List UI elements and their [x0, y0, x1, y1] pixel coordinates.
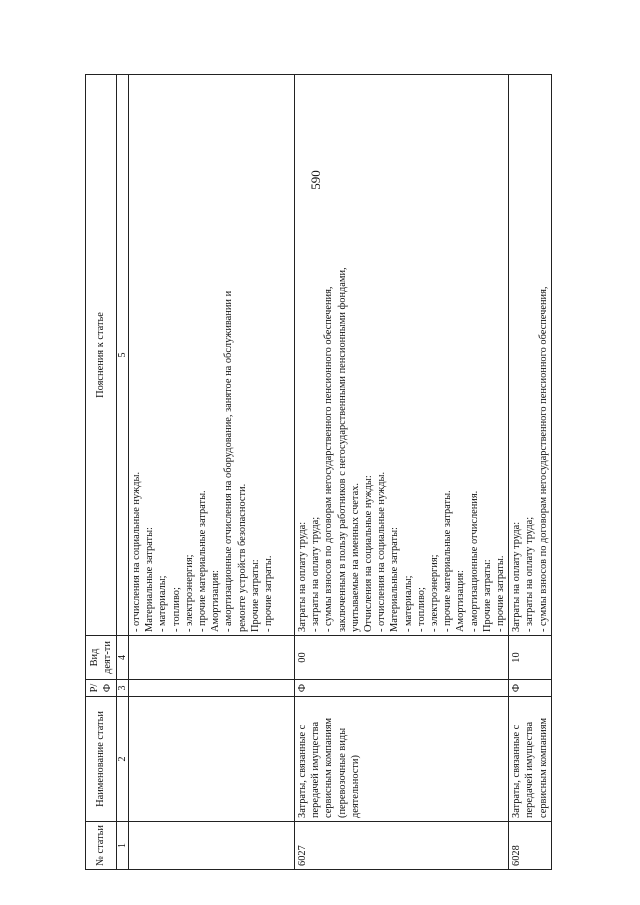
explanation-line: - затраты на оплату труда; — [310, 516, 322, 632]
article-name-cell: Затраты, связанные с передачей имущества сервисным компаниям — [509, 697, 552, 822]
explanation-line: ремонте устройств безопасности. — [236, 483, 248, 632]
table-row — [509, 75, 552, 870]
rf-cell: Ф — [295, 680, 509, 697]
explanation-line: Материальные затраты: — [389, 527, 401, 632]
article-number-cell: 6027 — [295, 822, 509, 870]
explanation-line: - топливо; — [170, 587, 182, 632]
article-number-cell: 6028 — [509, 822, 552, 870]
column-number: 3 — [117, 680, 129, 697]
article-name-cell: Затраты, связанные с передачей имущества сервисным компаниям (перевозочные виды деятельности) — [295, 697, 509, 822]
explanation-line: - отчисления на социальные нужды. — [376, 471, 388, 632]
explanation-line: Прочие затраты: — [249, 559, 261, 632]
explanation-cell — [129, 75, 295, 636]
header-article-name: Наименование статьи — [86, 697, 117, 822]
header-activity-type: Вид деят-ти — [86, 636, 117, 680]
explanation-line: - электроэнергия; — [183, 554, 195, 632]
explanation-cell — [509, 75, 552, 636]
explanation-cell — [295, 75, 509, 636]
activity-cell: 00 — [295, 636, 509, 680]
article-name-cell — [129, 697, 295, 822]
explanation-line: - прочие материальные затраты. — [442, 490, 454, 632]
rf-cell: Ф — [509, 680, 552, 697]
rf-cell — [129, 680, 295, 697]
articles-table — [85, 74, 552, 870]
explanation-line: - прочие материальные затраты. — [197, 490, 209, 632]
explanation-line: заключенным в пользу работников с негосударственными пенсионными фондами, — [336, 267, 348, 632]
explanation-line: Амортизация: — [455, 570, 467, 632]
explanation-line: Амортизация: — [210, 570, 222, 632]
explanation-line: - прочие затраты. — [495, 555, 507, 632]
rotated-table-container — [85, 75, 600, 870]
explanation-line: - материалы; — [157, 575, 169, 632]
column-number: 2 — [117, 697, 129, 822]
page-number: 590 — [307, 170, 323, 190]
explanation-line: - электроэнергия; — [429, 554, 441, 632]
activity-cell: 10 — [509, 636, 552, 680]
activity-cell — [129, 636, 295, 680]
explanation-line: Затраты на оплату труда: — [511, 521, 523, 632]
column-numbers-row — [117, 75, 129, 870]
explanation-line: - затраты на оплату труда; — [524, 516, 536, 632]
explanation-line: - топливо; — [415, 587, 427, 632]
explanation-line: - прочие затраты. — [263, 555, 275, 632]
explanation-line: Прочие затраты: — [481, 559, 493, 632]
explanation-line: учитываемые на именных счетах. — [349, 483, 361, 632]
article-number-cell — [129, 822, 295, 870]
explanation-line: - суммы взносов по договорам негосударственного пенсионного обеспечения, — [323, 286, 335, 632]
header-article-number: № статьи — [86, 822, 117, 870]
column-number: 4 — [117, 636, 129, 680]
explanation-line: Материальные затраты: — [144, 527, 156, 632]
column-number: 5 — [117, 75, 129, 636]
header-explanation: Пояснения к статье — [86, 75, 117, 636]
explanation-line: - материалы; — [402, 575, 414, 632]
explanation-line: Отчисления на социальные нужды: — [363, 475, 375, 632]
explanation-line: Затраты на оплату труда: — [297, 521, 308, 632]
column-number: 1 — [117, 822, 129, 870]
table-row — [129, 75, 295, 870]
header-row — [86, 75, 117, 870]
explanation-line: - амортизационные отчисления на оборудование, занятое на обслуживании и — [223, 290, 235, 632]
explanation-line: - амортизационные отчисления. — [468, 490, 480, 632]
header-rf: Р/ Ф — [86, 680, 117, 697]
explanation-line: - суммы взносов по договорам негосударственного пенсионного обеспечения, — [537, 286, 549, 632]
table-row — [295, 75, 509, 870]
explanation-line: - отчисления на социальные нужды. — [131, 471, 142, 632]
